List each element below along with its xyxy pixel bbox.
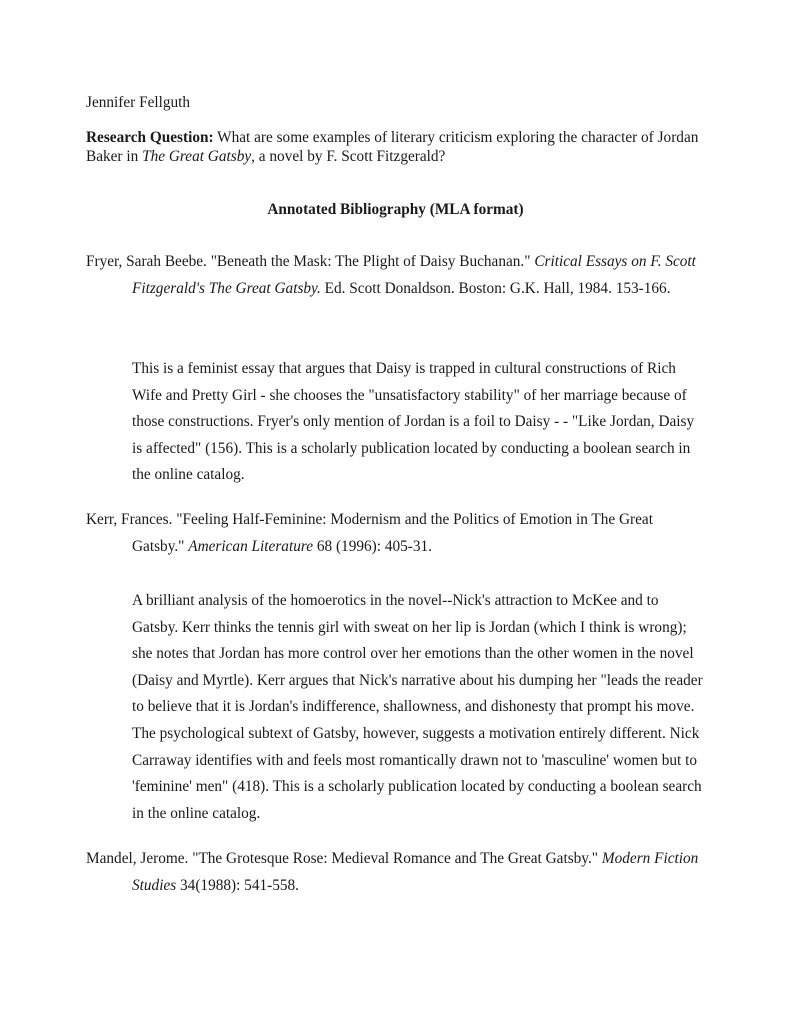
research-question-label: Research Question: (86, 129, 214, 146)
citation-fryer (86, 249, 706, 302)
citation-publication-info: 34(1988): 541-558. (176, 876, 299, 894)
annotation-kerr: A brilliant analysis of the homoerotics in the novel--Nick's attraction to McKee and to Gatsby. Kerr thinks the tennis girl with sweat on her lip is Jordan (which I think is wrong); she notes that Jordan has more control over her emotions than the other women in the novel (Daisy and Myrtle). Kerr argues that Nick's narrative about his dumping her "leads the reader to believe that it is Jordan's indifference, shallowness, and dishonesty that prompt his move. The psychological subtext of Gatsby, however, suggests a motivation entirely different. Nick Carraway identifies with and feels most romantically drawn not to 'masculine' women but to 'feminine' men" (418). This is a scholarly publication located by conducting a boolean search in the online catalog. (132, 592, 703, 822)
author-name: Jennifer Fellguth (86, 94, 191, 111)
research-question (86, 128, 726, 166)
citation-source-title: Modern Fiction Studies (132, 850, 699, 894)
research-question-text-end: , a novel by F. Scott Fitzgerald? (251, 148, 446, 165)
citation-publication-info: Ed. Scott Donaldson. Boston: G.K. Hall, 1984. 153-166. (320, 279, 671, 297)
research-question-title: The Great Gatsby (142, 148, 252, 165)
citation-text: Fryer, Sarah Beebe. "Beneath the Mask: The Plight of Daisy Buchanan." (86, 253, 535, 270)
citation-kerr (86, 507, 706, 560)
citation-mandel (86, 846, 706, 899)
citation-source-title: Critical Essays on F. Scott Fitzgerald's The Great Gatsby. (132, 253, 696, 297)
citation-text: Kerr, Frances. "Feeling Half-Feminine: Modernism and the Politics of Emotion in The Great Gatsby." (86, 511, 653, 555)
citation-source-title: American Literature (188, 537, 314, 555)
citation-text: Mandel, Jerome. "The Grotesque Rose: Medieval Romance and The Great Gatsby." (86, 850, 602, 867)
page-heading: Annotated Bibliography (MLA format) (267, 201, 524, 218)
citation-publication-info: 68 (1996): 405-31. (313, 537, 432, 555)
research-question-text: What are some examples of literary criticism exploring the character of Jordan Baker in (86, 129, 699, 165)
annotation-fryer: This is a feminist essay that argues that Daisy is trapped in cultural constructions of Rich Wife and Pretty Girl - she chooses the "unsatisfactory stability" of her marriage because of those constructions. Fryer's only mention of Jordan is a foil to Daisy - - "Like Jordan, Daisy is affected" (156). This is a scholarly publication located by conducting a boolean search in the online catalog. (132, 360, 695, 484)
